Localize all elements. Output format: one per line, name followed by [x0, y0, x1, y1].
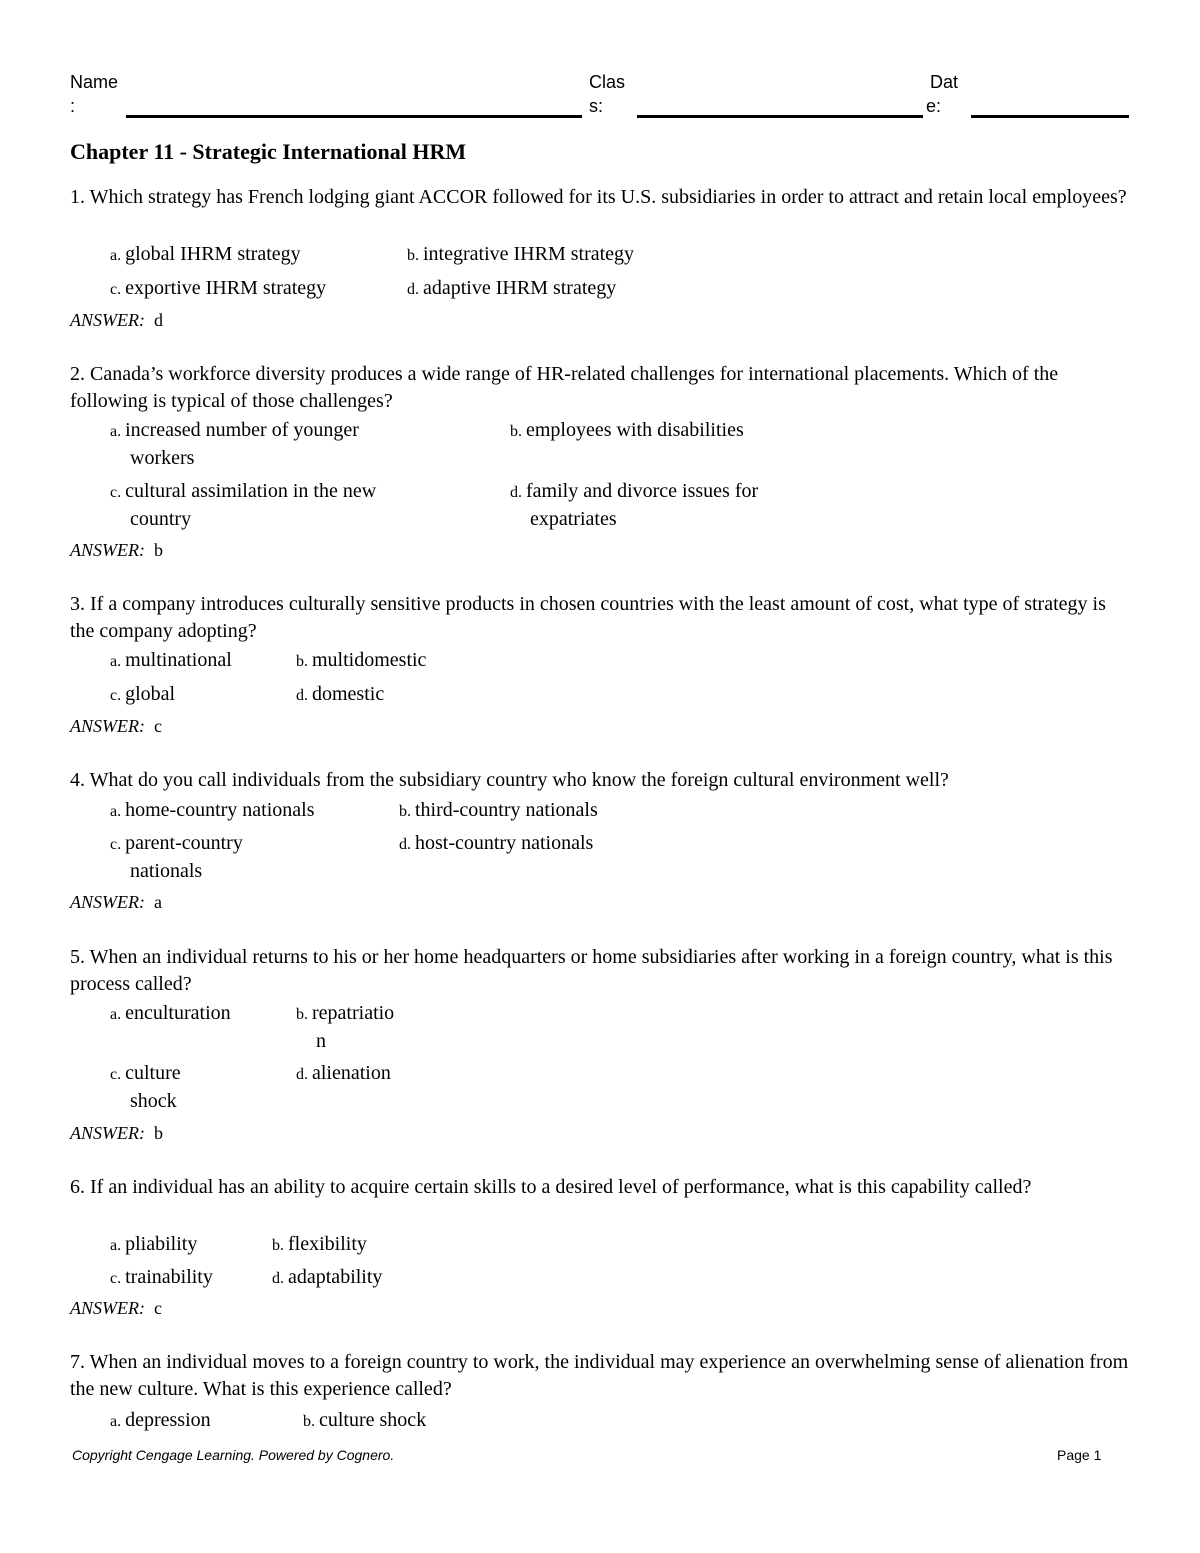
class-field-line[interactable] [637, 115, 923, 118]
answer-option: b. flexibility [272, 1233, 367, 1255]
class-label-colon: s: [589, 96, 604, 116]
answer-option: a. home-country nationals [110, 799, 315, 821]
answer-option: b. culture shock [303, 1409, 427, 1431]
answer-option: d. alienation [296, 1062, 391, 1084]
date-label: Dat [930, 72, 959, 92]
answer-option: d. host-country nationals [399, 832, 594, 854]
answer-option: a. depression [110, 1409, 211, 1431]
answer-option: c. global [110, 683, 176, 705]
answer-option: d. family and divorce issues for expatriates [510, 480, 759, 530]
answer-option: c. parent-country nationals [110, 832, 243, 882]
answer-option: c. exportive IHRM strategy [110, 277, 327, 299]
answer-option: d. adaptability [272, 1266, 383, 1288]
answer-line: ANSWER: a [70, 892, 162, 912]
copyright-notice: Copyright Cengage Learning. Powered by Cognero. [72, 1447, 395, 1463]
question-text: 5. When an individual returns to his or her home headquarters or home subsidiaries after working in a foreign country, what is this process called? [70, 946, 1113, 995]
class-label: Clas [589, 72, 626, 92]
date-label-colon: e: [926, 96, 942, 116]
answer-line: ANSWER: d [70, 310, 163, 330]
answer-line: ANSWER: c [70, 1298, 162, 1318]
answer-line: ANSWER: c [70, 716, 162, 736]
question-text: 2. Canada’s workforce diversity produces a wide range of HR-related challenges for international placements. Which of the following is typical of those challenges? [70, 363, 1059, 412]
answer-option: a. multinational [110, 649, 232, 671]
page-number: Page 1 [1057, 1447, 1102, 1463]
answer-option: c. culture shock [110, 1062, 181, 1112]
answer-option: c. cultural assimilation in the new country [110, 480, 377, 530]
question-text: 7. When an individual moves to a foreign country to work, the individual may experience an overwhelming sense of alienation from the new culture. What is this experience called? [70, 1351, 1129, 1400]
answer-option: a. global IHRM strategy [110, 243, 301, 265]
name-label-colon: : [70, 96, 76, 116]
answer-option: c. trainability [110, 1266, 213, 1288]
date-field-line[interactable] [971, 115, 1129, 118]
question-text: 3. If a company introduces culturally sensitive products in chosen countries with the least amount of cost, what type of strategy is the company adopting? [70, 593, 1106, 642]
answer-line: ANSWER: b [70, 1123, 163, 1143]
page-title: Chapter 11 - Strategic International HRM [70, 139, 467, 164]
answer-option: b. multidomestic [296, 649, 427, 671]
answer-option: d. adaptive IHRM strategy [407, 277, 617, 299]
answer-option: b. third-country nationals [399, 799, 598, 821]
question-text: 4. What do you call individuals from the subsidiary country who know the foreign cultural environment well? [70, 769, 949, 791]
answer-option: b. employees with disabilities [510, 419, 744, 441]
answer-option: a. pliability [110, 1233, 198, 1255]
name-label: Name [70, 72, 119, 92]
answer-line: ANSWER: b [70, 540, 163, 560]
answer-option: a. enculturation [110, 1002, 231, 1024]
answer-option: b. integrative IHRM strategy [407, 243, 635, 265]
name-field-line[interactable] [126, 115, 582, 118]
answer-option: d. domestic [296, 683, 385, 705]
answer-option: a. increased number of younger workers [110, 419, 359, 469]
question-text: 1. Which strategy has French lodging giant ACCOR followed for its U.S. subsidiaries in order to attract and retain local employees? [70, 186, 1127, 208]
question-text: 6. If an individual has an ability to acquire certain skills to a desired level of performance, what is this capability called? [70, 1176, 1032, 1198]
answer-option: b. repatriatio n [296, 1002, 395, 1052]
